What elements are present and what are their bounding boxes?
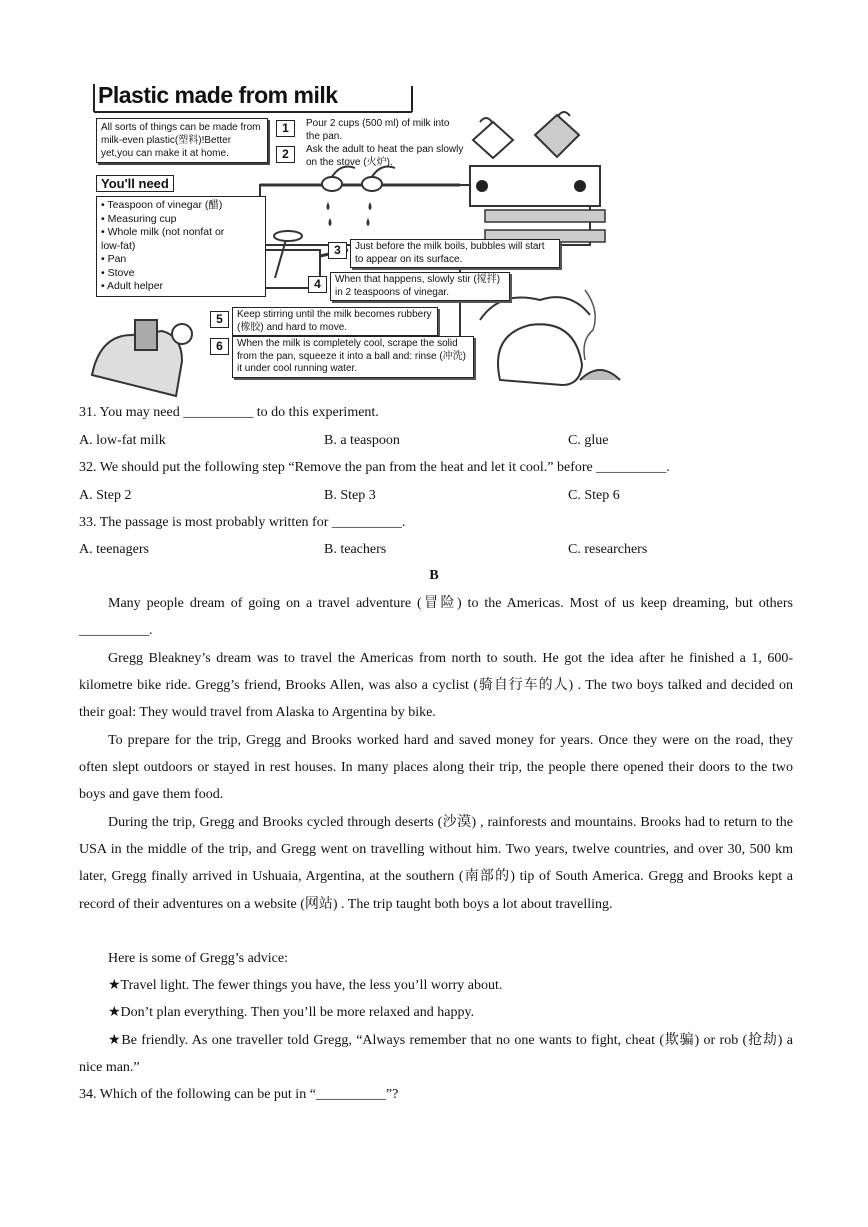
passage-paragraph: During the trip, Gregg and Brooks cycled through deserts (沙漠) , rainforests and mountains. Brooks had to return to the USA in the middle of the trip, and Gregg went on travelling without him. Two years, twelve countries, and over 30, 500 km later, Gregg finally arrived in Ushuaia, Argentina, at the southern (南部的) tip of South America. Gregg and Brooks kept a record of their adventures on a website (网站) . The trip taught both boys a lot about travelling. <box>79 815 793 912</box>
step-number: 3 <box>328 242 347 259</box>
step-text: Keep stirring until the milk becomes rubbery (橡胶) and hard to move. <box>232 307 438 336</box>
question-31-option-b[interactable]: B. a teaspoon <box>324 433 400 448</box>
passage-paragraph: Gregg Bleakney’s dream was to travel the Americas from north to south. He got the idea after he finished a 1, 600-kilometre bike ride. Gregg’s friend, Brooks Allen, was also a cyclist (骑自行车的人) . The two boys talked and decided on their goal: They would travel from Alaska to Argentina by bike. <box>79 651 793 721</box>
need-heading: You'll need <box>96 175 174 192</box>
advice-item: ★Travel light. The fewer things you have, the less you’ll worry about. <box>108 978 503 993</box>
need-item: • Teaspoon of vinegar (醋) <box>101 199 223 211</box>
question-33-option-b[interactable]: B. teachers <box>324 542 387 557</box>
intro-box: All sorts of things can be made from milk-even plastic(塑料)!Better yet,you can make it at home. <box>96 118 268 163</box>
step-text: Just before the milk boils, bubbles will start to appear on its surface. <box>350 239 560 268</box>
need-item: • Whole milk (not nonfat or <box>101 226 225 238</box>
question-34-stem: 34. Which of the following can be put in “__________”? <box>79 1087 399 1102</box>
step-number: 4 <box>308 276 327 293</box>
need-item: • Stove <box>101 266 135 279</box>
advice-item: ★Be friendly. As one traveller told Gregg, “Always remember that no one wants to fight, cheat (欺骗) or rob (抢劫) a nice man.” <box>79 1033 793 1076</box>
step-number: 5 <box>210 311 229 328</box>
need-list <box>96 196 266 297</box>
plastic-from-milk-illustration <box>80 80 625 400</box>
step-text: Pour 2 cups (500 ml) of milk into the pan. <box>306 118 450 142</box>
passage-paragraph: Many people dream of going on a travel adventure (冒险) to the Americas. Most of us keep dreaming, but others __________. <box>79 596 793 639</box>
step-number: 6 <box>210 338 229 355</box>
illustration-title: Plastic made from milk <box>98 82 338 108</box>
need-item: • Adult helper <box>101 280 164 292</box>
question-33-option-a[interactable]: A. teenagers <box>79 542 149 557</box>
question-32-option-c[interactable]: C. Step 6 <box>568 488 620 503</box>
need-item: low-fat) <box>101 239 136 252</box>
question-32-option-a[interactable]: A. Step 2 <box>79 488 132 503</box>
need-item: • Pan <box>101 253 127 265</box>
step-text: When that happens, slowly stir (搅拌) in 2 teaspoons of vinegar. <box>330 272 510 301</box>
section-heading: B <box>429 568 439 583</box>
advice-item: ★Don’t plan everything. Then you’ll be more relaxed and happy. <box>108 1005 475 1020</box>
step-number: 1 <box>276 120 295 137</box>
passage-paragraph: Here is some of Gregg’s advice: <box>108 951 288 966</box>
passage-paragraph: To prepare for the trip, Gregg and Brooks worked hard and saved money for years. Once they were on the road, they often slept outdoors or stayed in rest houses. In many places along their trip, the people there opened their doors to the two boys and gave them food. <box>79 733 793 803</box>
question-31-option-c[interactable]: C. glue <box>568 433 609 448</box>
question-33-stem: 33. The passage is most probably written for __________. <box>79 515 406 530</box>
question-31-stem: 31. You may need __________ to do this experiment. <box>79 405 379 420</box>
question-33-option-c[interactable]: C. researchers <box>568 542 648 557</box>
question-31-option-a[interactable]: A. low-fat milk <box>79 433 166 448</box>
step-text: Ask the adult to heat the pan slowly on the stove (火炉). <box>306 144 464 168</box>
step-text: When the milk is completely cool, scrape the solid from the pan, squeeze it into a ball and: rinse (冲洗) it under cool running water. <box>232 336 474 378</box>
question-32-option-b[interactable]: B. Step 3 <box>324 488 376 503</box>
step-number: 2 <box>276 146 295 163</box>
need-item: • Measuring cup <box>101 212 177 225</box>
question-32-stem: 32. We should put the following step “Remove the pan from the heat and let it cool.” before __________. <box>79 460 670 475</box>
